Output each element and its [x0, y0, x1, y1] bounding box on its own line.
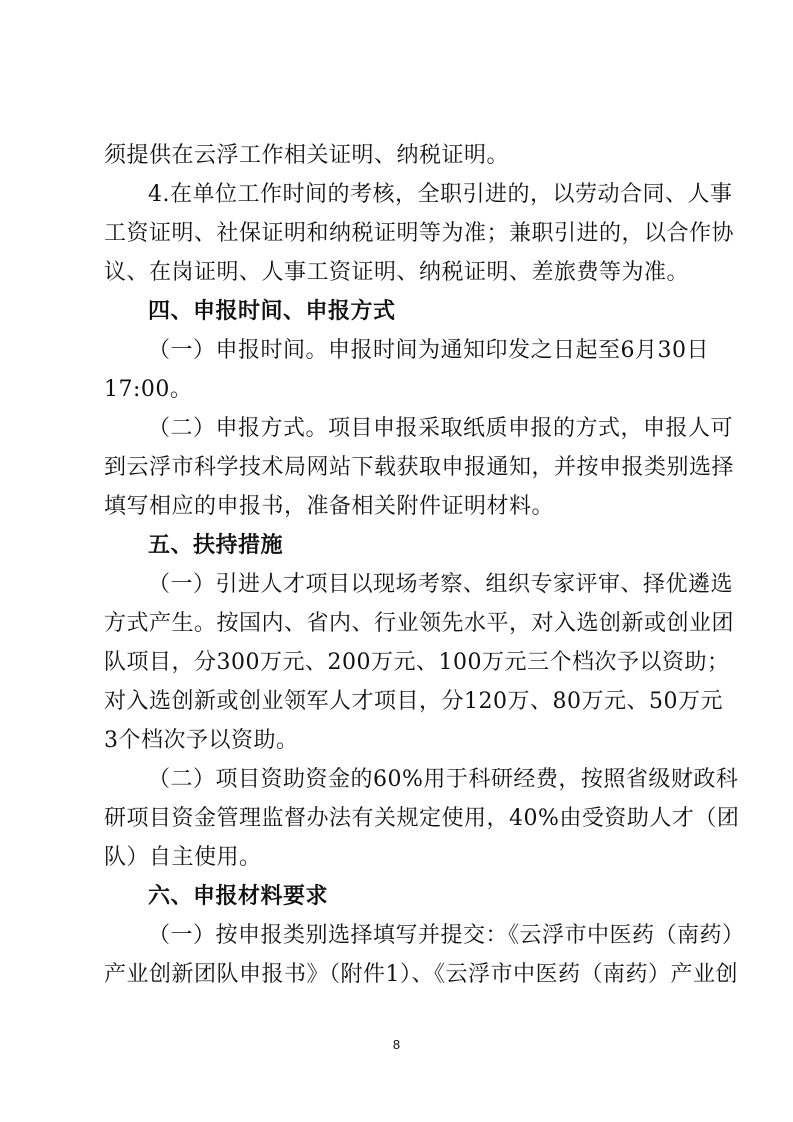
text-line: 3个档次予以资助。: [104, 728, 299, 753]
text-line: （一）申报时间。申报时间为通知印发之日起至6月30日: [148, 338, 709, 363]
text-line: 4.在单位工作时间的考核，全职引进的，以劳动合同、人事: [148, 182, 733, 207]
text-line: （一）引进人才项目以现场考察、组织专家评审、择优遴选: [148, 572, 734, 597]
text-line: 17:00。: [104, 377, 193, 402]
text-line: 对入选创新或创业领军人才项目，分120万、80万元、50万元: [104, 689, 723, 714]
text-line: 议、在岗证明、人事工资证明、纳税证明、差旅费等为准。: [104, 260, 690, 285]
text-line: （一）按申报类别选择填写并提交：《云浮市中医药（南药）: [148, 923, 745, 948]
text-line: 研项目资金管理监督办法有关规定使用，40%由受资助人才（团: [104, 806, 740, 831]
text-line: 工资证明、社保证明和纳税证明等为准；兼职引进的，以合作协: [104, 221, 735, 246]
section-heading: 四、申报时间、申报方式: [148, 299, 396, 324]
text-line: 队）自主使用。: [104, 845, 262, 870]
section-heading: 六、申报材料要求: [148, 884, 329, 909]
text-line: 填写相应的申报书，准备相关附件证明材料。: [104, 494, 555, 519]
text-line: 队项目，分300万元、200万元、100万元三个档次予以资助；: [104, 650, 730, 675]
text-line: （二）申报方式。项目申报采取纸质申报的方式，申报人可: [148, 416, 734, 441]
page-number: 8: [392, 1037, 401, 1052]
text-line: 产业创新团队申报书》（附件1）、《云浮市中医药（南药）产业创: [104, 962, 738, 987]
text-line: （二）项目资助资金的60%用于科研经费，按照省级财政科: [148, 767, 739, 792]
text-line: 到云浮市科学技术局网站下载获取申报通知，并按申报类别选择: [104, 455, 735, 480]
section-heading: 五、扶持措施: [148, 533, 284, 558]
text-line: 须提供在云浮工作相关证明、纳税证明。: [104, 143, 510, 168]
text-line: 方式产生。按国内、省内、行业领先水平，对入选创新或创业团: [104, 611, 735, 636]
